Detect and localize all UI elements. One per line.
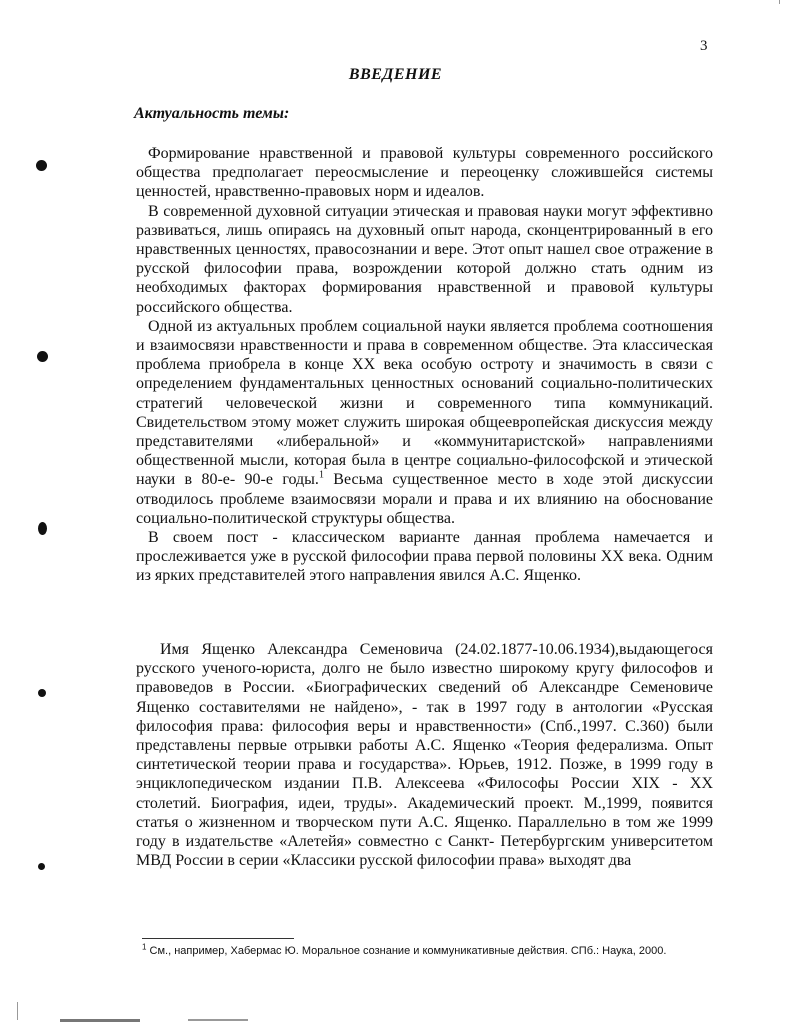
scan-edge-mark bbox=[17, 1002, 18, 1020]
footnote-text: См., например, Хабермас Ю. Моральное сознание и коммуникативные действия. СПб.: Наука, 2000. bbox=[149, 945, 667, 957]
punch-hole-mark bbox=[38, 689, 46, 697]
punch-hole-mark bbox=[36, 160, 47, 171]
scan-edge-mark bbox=[779, 0, 780, 4]
page-number: 3 bbox=[700, 38, 708, 54]
paragraph bbox=[136, 640, 713, 870]
paragraph-text: Весьма существенное место в ходе этой дискуссии отводилось проблеме взаимосвязи морали и права и их влиянию на обоснование социально-политической структуры общества. bbox=[136, 471, 714, 527]
punch-hole-mark bbox=[38, 522, 47, 535]
paragraph-text: В современной духовной ситуации этическая и правовая науки могут эффективно развиваться, лишь опираясь на духовный опыт народа, сконцентрированный в его нравственных ценностях, правосознании и вере. Этот опыт нашел свое отражение в русской философии права, возрождении которой должно стать одним из необходимых факторах формирования нравственной и правовой культуры российского общества. bbox=[136, 202, 713, 316]
footnote-ref: 1 bbox=[318, 470, 324, 482]
paragraph-text: Одной из актуальных проблем социальной науки является проблема соотношения и взаимосвязи нравственности и права в современном обществе. Эта классическая проблема приобрела в конце XX века особую остроту и значимость в связи с определением фундаментальных ценностных оснований социально-политических стратегий человеческой жизни и современного типа коммуникаций. Свидетельством этому может служить широкая общеевропейская дискуссия между представителями «либеральной» и «коммунитаристской» направлениями общественной мысли, которая была в центре социально-философской и этической науки в 80-е- 90-е годы. bbox=[136, 317, 713, 489]
footnote-divider bbox=[142, 938, 294, 939]
footnote-marker: 1 bbox=[142, 942, 147, 952]
scan-edge-mark bbox=[188, 1019, 248, 1021]
paragraph bbox=[136, 528, 713, 586]
scan-edge-mark bbox=[60, 1019, 140, 1022]
paragraph-text: Имя Ященко Александра Семеновича (24.02.1877-10.06.1934),выдающегося русского ученого-юриста, долго не было известно широкому кругу философов и правоведов в России. «Биографических сведений об Александре Семеновиче Ященко составителями не найдено», - так в 1997 году в антологии «Русская философия права: философия веры и нравственности» (Спб.,1997. С.360) были представлены первые отрывки работы А.С. Ященко «Теория федерализма. Опыт синтетической теории права и государства». Юрьев, 1912. Позже, в 1999 году в энциклопедическом издании П.В. Алексеева «Философы России XIX - XX столетий. Биография, идеи, труды». Академический проект. М.,1999, появится статья о жизненном и творческом пути А.С. Ященко. Параллельно в том же 1999 году в издательстве «Алетейя» совместно с Санкт- Петербургским университетом МВД России в серии «Классики русской философии права» выходят два bbox=[136, 641, 713, 870]
paragraph bbox=[136, 317, 713, 528]
paragraph-text: Формирование нравственной и правовой культуры современного российского общества предполагает переосмысление и переоценку сложившейся системы ценностей, нравственно-правовых норм и идеалов. bbox=[136, 145, 713, 201]
page-title: ВВЕДЕНИЕ bbox=[348, 66, 443, 83]
body-text-block-2 bbox=[136, 640, 713, 870]
paragraph bbox=[136, 202, 713, 317]
section-heading: Актуальность темы: bbox=[134, 105, 290, 122]
footnote bbox=[142, 942, 667, 957]
punch-hole-mark bbox=[38, 863, 45, 870]
paragraph-text: В своем пост - классическом варианте данная проблема намечается и прослеживается уже в русской философии права первой половины XX века. Одним из ярких представителей этого направления явился А.С. Ященко. bbox=[136, 529, 713, 585]
body-text-block bbox=[136, 144, 713, 586]
punch-hole-mark bbox=[37, 351, 48, 362]
paragraph bbox=[136, 144, 713, 202]
